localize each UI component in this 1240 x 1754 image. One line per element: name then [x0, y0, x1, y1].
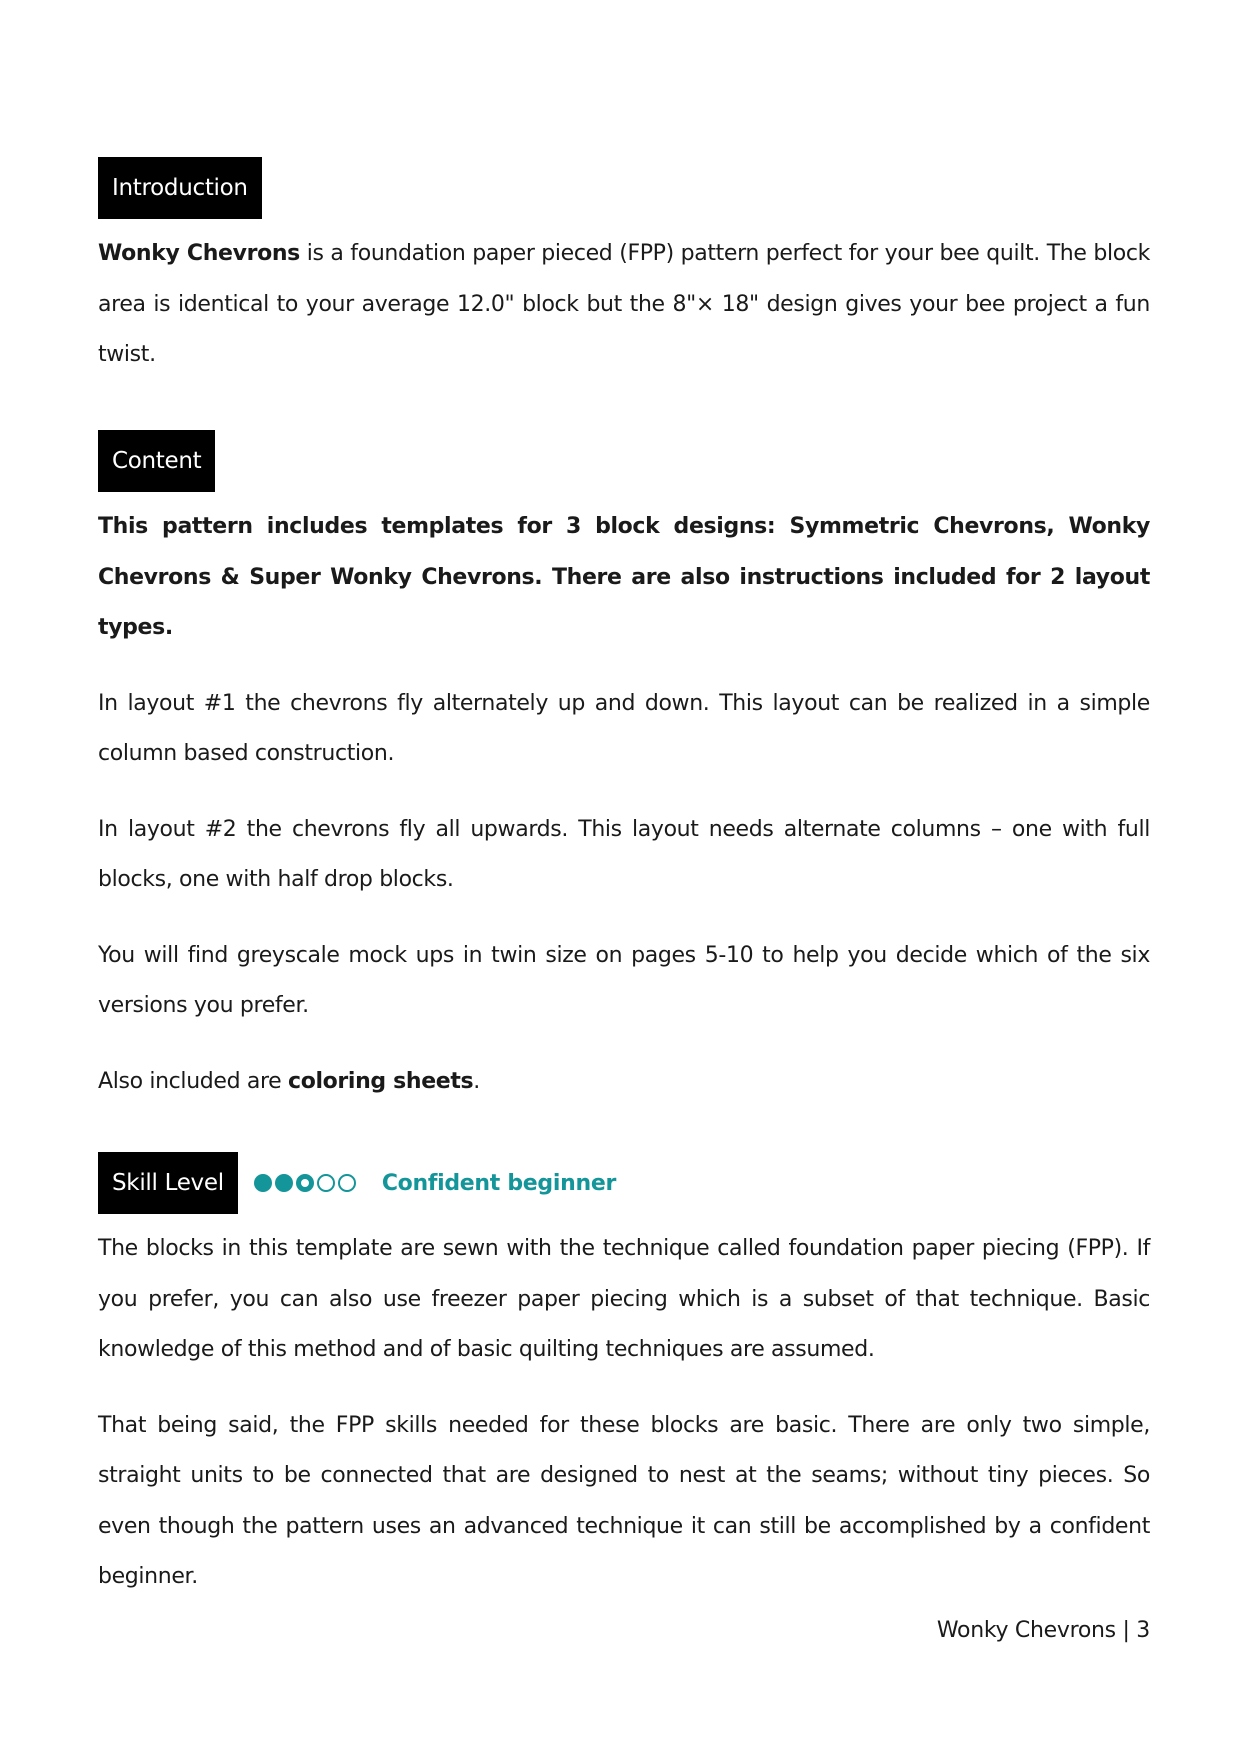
rating-dot-half-icon — [296, 1174, 314, 1192]
skill-rating-dots — [254, 1174, 356, 1192]
introduction-text: is a foundation paper pieced (FPP) pattern perfect for your bee quilt. The block area is identical to your average 12.0" block but the 8"× 18" design gives your bee project a fun twist. — [98, 241, 1150, 367]
coloring-sheets-prefix: Also included are — [98, 1068, 289, 1094]
skill-level-section — [98, 1152, 1150, 1603]
coloring-sheets-suffix: . — [473, 1068, 480, 1094]
content-section — [98, 430, 1150, 1107]
document-page — [98, 0, 1150, 1754]
pattern-name: Wonky Chevrons — [98, 241, 300, 266]
rating-dot-empty-icon — [317, 1174, 335, 1192]
introduction-heading-row — [98, 157, 1150, 219]
layout-1-paragraph: In layout #1 the chevrons fly alternately up and down. This layout can be realized in a simple column based construction. — [98, 690, 1150, 766]
content-heading: Content — [98, 430, 215, 492]
rating-dot-filled-icon — [254, 1174, 272, 1192]
skill-paragraph-1: The blocks in this template are sewn with the technique called foundation paper piecing (FPP). If you prefer, you can also use freezer paper piecing which is a subset of that technique. Basic knowledge of this method and of basic quilting techniques are assumed. — [98, 1236, 1150, 1362]
introduction-heading: Introduction — [98, 157, 262, 219]
content-summary: This pattern includes templates for 3 block designs: Symmetric Chevrons, Wonky Chevrons & Super Wonky Chevrons. There are also instructions included for 2 layout types. — [98, 514, 1150, 640]
skill-level-text: Confident beginner — [381, 1170, 617, 1196]
rating-dot-filled-icon — [275, 1174, 293, 1192]
layout-2-paragraph: In layout #2 the chevrons fly all upwards. This layout needs alternate columns – one with full blocks, one with half drop blocks. — [98, 816, 1150, 892]
skill-level-heading: Skill Level — [98, 1152, 238, 1214]
skill-paragraph-2: That being said, the FPP skills needed for these blocks are basic. There are only two simple, straight units to be connected that are designed to nest at the seams; without tiny pieces. So even though the pattern uses an advanced technique it can still be accomplished by a confident beginner. — [98, 1412, 1150, 1589]
introduction-paragraph — [98, 229, 1150, 381]
mockups-paragraph: You will find greyscale mock ups in twin size on pages 5-10 to help you decide which of the six versions you prefer. — [98, 942, 1150, 1018]
skill-level-heading-row — [98, 1152, 1150, 1214]
coloring-sheets-paragraph — [98, 1057, 1150, 1108]
introduction-section — [98, 157, 1150, 381]
content-heading-row — [98, 430, 1150, 492]
rating-dot-empty-icon — [338, 1174, 356, 1192]
page-footer: Wonky Chevrons | 3 — [936, 1618, 1150, 1643]
coloring-sheets-bold: coloring sheets — [288, 1068, 474, 1094]
